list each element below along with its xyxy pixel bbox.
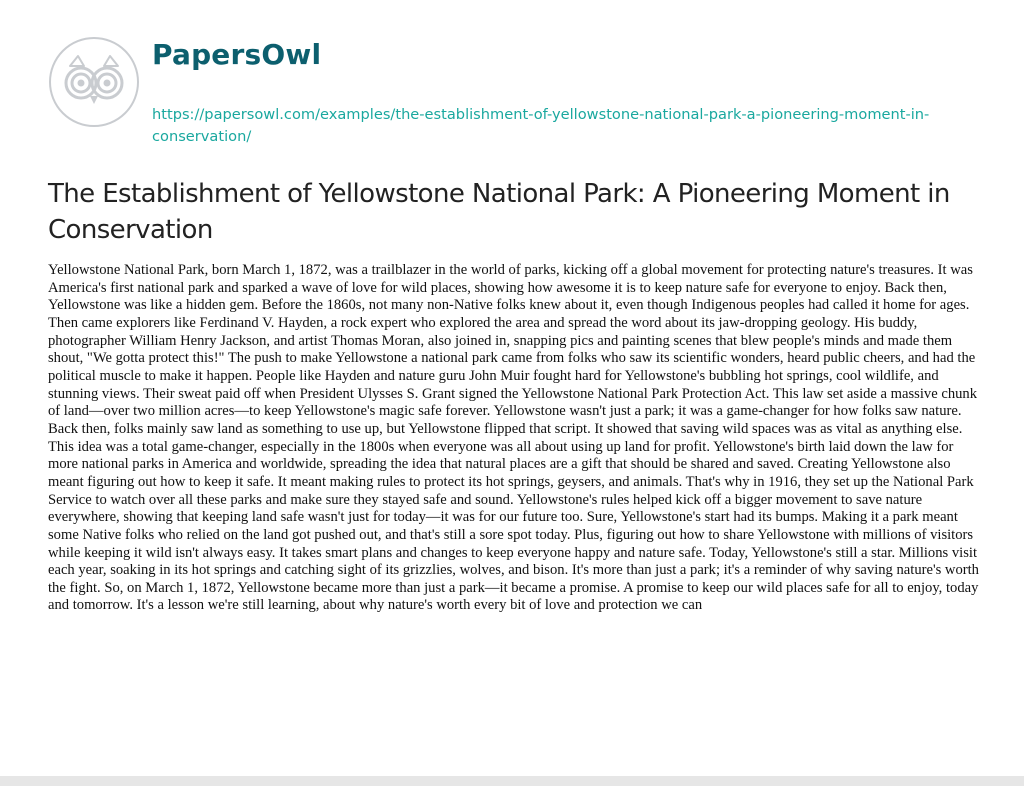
essay-body: Yellowstone National Park, born March 1, 1872, was a trailblazer in the world of parks, kicking off a global movement for protecting nature's treasures. It was America's first national park and sparked a wave of love for wild places, showing how awesome it is to keep nature safe for everyone to enjoy. Back then, Yellowstone was like a hidden gem. Before the 1860s, not many non-Native folks knew about it, even though Indigenous peoples had called it home for ages. Then came explorers like Ferdinand V. Hayden, a rock expert who explored the area and spread the word about its jaw-dropping geology. His buddy, photographer William Henry Jackson, and artist Thomas Moran, also joined in, snapping pics and painting scenes that blew people's minds and made them shout, "We gotta protect this!" The push to make Yellowstone a national park came from folks who saw its scientific wonders, heard public cheers, and had the political muscle to make it happen. People like Hayden and nature guru John Muir fought hard for Yellowstone's bubbling hot springs, cool wildlife, and stunning views. Their sweat paid off when President Ulysses S. Grant signed the Yellowstone National Park Protection Act. This law set aside a massive chunk of land—over two million acres—to keep Yellowstone's magic safe forever. Yellowstone wasn't just a park; it was a game-changer for how folks saw nature. Back then, folks mainly saw land as something to use up, but Yellowstone flipped that script. It showed that saving wild spaces was as vital as anything else. This idea was a total game-changer, especially in the 1800s when everyone was all about using up land for profit. Yellowstone's birth laid down the law for more national parks in America and worldwide, spreading the idea that natural places are a gift that should be shared and saved. Creating Yellowstone also meant figuring out how to keep it safe. It meant making rules to protect its hot springs, geysers, and animals. That's why in 1916, they set up the National Park Service to watch over all these parks and make sure they stayed safe and sound. Yellowstone's rules helped kick off a bigger movement to save nature everywhere, showing that keeping land safe wasn't just for today—it was for our future too. Sure, Yellowstone's start had its bumps. Making it a park meant some Native folks who relied on the land got pushed out, and that's still a sore spot today. Plus, figuring out how to share Yellowstone with millions of visitors while keeping it wild isn't always easy. It takes smart plans and changes to keep everyone happy and nature safe. Today, Yellowstone's still a star. Millions visit each year, soaking in its hot springs and catching sight of its grizzlies, wolves, and bison. It's more than just a park; it's a reminder of why saving nature's worth the fight. So, on March 1, 1872, Yellowstone became more than just a park—it became a promise. A promise to keep our wild places safe for all to enjoy, today and tomorrow. It's a lesson we're still learning, about why nature's worth every bit of love and protection we can [48, 262, 979, 614]
owl-logo-icon [48, 36, 140, 128]
header [48, 36, 988, 156]
brand-name: PapersOwl [152, 38, 322, 71]
essay-title: The Establishment of Yellowstone National Park: A Pioneering Moment in Conservation [48, 179, 950, 245]
page-bottom-margin [0, 776, 1024, 786]
source-url-link[interactable]: https://papersowl.com/examples/the-establishment-of-yellowstone-national-park-a-pioneering-moment-in-conservation/ [152, 106, 930, 145]
